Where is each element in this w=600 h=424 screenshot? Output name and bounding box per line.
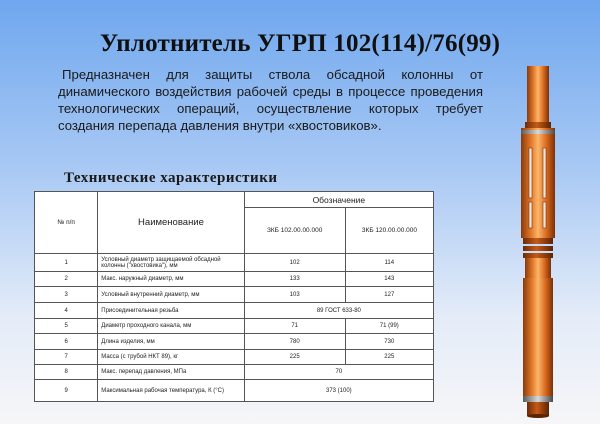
row-name: Масса (с трубой НКТ 89), кг (98, 350, 244, 365)
row-num: 3 (35, 287, 98, 303)
tool-steel-band (521, 130, 555, 134)
row-name: Макс. перепад давления, МПа (98, 365, 244, 380)
table-row (35, 350, 434, 365)
row-num: 6 (35, 334, 98, 350)
row-num: 1 (35, 254, 98, 272)
row-value-2: 114 (345, 254, 433, 272)
col-v1-header: ЗКБ 102.00.00.000 (244, 208, 345, 254)
row-num: 5 (35, 319, 98, 334)
row-value-1: 133 (244, 272, 345, 287)
row-value-2: 730 (345, 334, 433, 350)
row-name: Максимальная рабочая температура, К (°С) (98, 380, 244, 402)
tool-seal-body (525, 258, 551, 278)
tool-slot (529, 148, 532, 198)
row-value-2: 225 (345, 350, 433, 365)
row-name: Условный внутренний диаметр, мм (98, 287, 244, 303)
tool-top-collar (525, 122, 551, 128)
row-num: 8 (35, 365, 98, 380)
tool-slot (543, 148, 546, 198)
tool-lower-body (523, 278, 553, 398)
row-value-merged: 373 (100) (244, 380, 433, 402)
tool-bottom-collar (523, 396, 553, 402)
row-value-merged: 70 (244, 365, 433, 380)
row-value-1: 103 (244, 287, 345, 303)
row-value-1: 780 (244, 334, 345, 350)
table-row (35, 319, 434, 334)
tool-bottom-sub (527, 402, 549, 416)
col-v2-header: ЗКБ 120.00.00.000 (345, 208, 433, 254)
row-name: Длина изделия, мм (98, 334, 244, 350)
tool-seal-ring (523, 238, 553, 244)
row-name: Условный диаметр защищаемой обсадной колонны ("хвостовика"), мм (98, 254, 244, 272)
table-row (35, 303, 434, 319)
specs-table (34, 191, 434, 402)
tool-top-pipe (527, 66, 549, 126)
row-value-2: 71 (99) (345, 319, 433, 334)
tool-slot (543, 202, 546, 228)
page-title: Уплотнитель УГРП 102(114)/76(99) (99, 30, 501, 57)
table-row (35, 287, 434, 303)
table-row (35, 254, 434, 272)
row-num: 7 (35, 350, 98, 365)
row-name: Диаметр проходного канала, мм (98, 319, 244, 334)
col-name-header: Наименование (98, 192, 244, 254)
tool-bottom-end (527, 414, 549, 418)
specs-heading: Технические характеристики (64, 170, 278, 186)
packer-tool-illustration (515, 66, 567, 418)
row-name: Макс. наружный диаметр, мм (98, 272, 244, 287)
col-designation-header: Обозначение (244, 192, 433, 208)
row-value-1: 225 (244, 350, 345, 365)
row-name: Присоединительная резьба (98, 303, 244, 319)
table-row (35, 334, 434, 350)
tool-seal-ring (523, 246, 553, 251)
tool-seal-ring (523, 253, 553, 258)
row-value-1: 71 (244, 319, 345, 334)
table-row (35, 380, 434, 402)
row-value-2: 127 (345, 287, 433, 303)
table-row (35, 365, 434, 380)
row-num: 2 (35, 272, 98, 287)
col-num-header: № п/п (35, 192, 98, 254)
row-value-merged: 89 ГОСТ 633-80 (244, 303, 433, 319)
row-num: 9 (35, 380, 98, 402)
row-value-2: 143 (345, 272, 433, 287)
product-description: Предназначен для защиты ствола обсадной колонны от динамического воздействия рабочей среды в процессе проведения технологических операций, осуществление которых требует создания перепада давления внутри «хвостовиков». (58, 67, 483, 133)
row-num: 4 (35, 303, 98, 319)
row-value-1: 102 (244, 254, 345, 272)
tool-slot (529, 202, 532, 228)
tool-upper-body (521, 128, 555, 238)
table-row (35, 272, 434, 287)
